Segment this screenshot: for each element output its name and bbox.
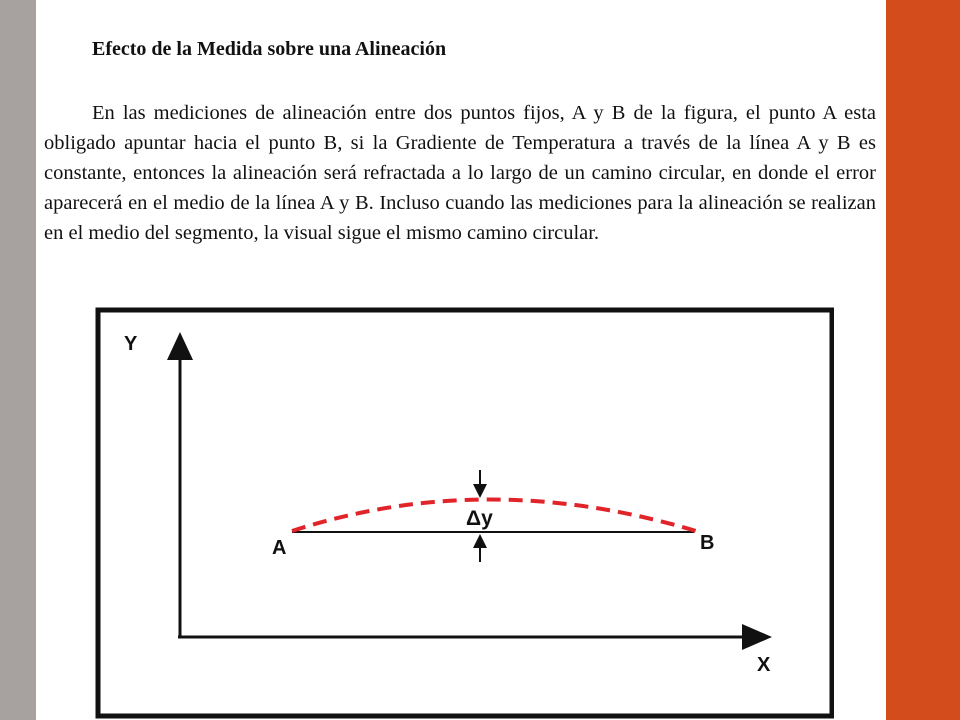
left-decorative-bar xyxy=(0,0,36,720)
y-axis-label: Y xyxy=(124,333,138,355)
x-axis-arrow-icon xyxy=(742,624,772,650)
x-axis-label: X xyxy=(757,654,771,676)
slide-content xyxy=(44,0,876,720)
figure-frame xyxy=(98,310,832,716)
refracted-path-curve xyxy=(292,500,696,532)
alignment-diagram xyxy=(94,302,834,720)
delta-y-label: Δy xyxy=(466,507,493,530)
slide-title: Efecto de la Medida sobre una Alineación xyxy=(92,38,447,60)
delta-top-arrow-icon xyxy=(473,484,487,498)
right-decorative-bar xyxy=(886,0,960,720)
alignment-figure xyxy=(94,302,834,720)
y-axis-arrow-icon xyxy=(167,332,193,360)
slide-paragraph: En las mediciones de alineación entre dos puntos fijos, A y B de la figura, el punto A esta obligado apuntar hacia el punto B, si la Gradiente de Temperatura a través de la línea A y B es constante, entonces la alineación será refractada a lo largo de un camino circular, en donde el error aparecerá en el medio de la línea A y B. Incluso cuando las mediciones para la alineación se realizan en el medio del segmento, la visual sigue el mismo camino circular. xyxy=(44,102,876,244)
point-b-label: B xyxy=(700,532,715,554)
point-a-label: A xyxy=(272,537,287,559)
delta-bottom-arrow-icon xyxy=(473,534,487,548)
